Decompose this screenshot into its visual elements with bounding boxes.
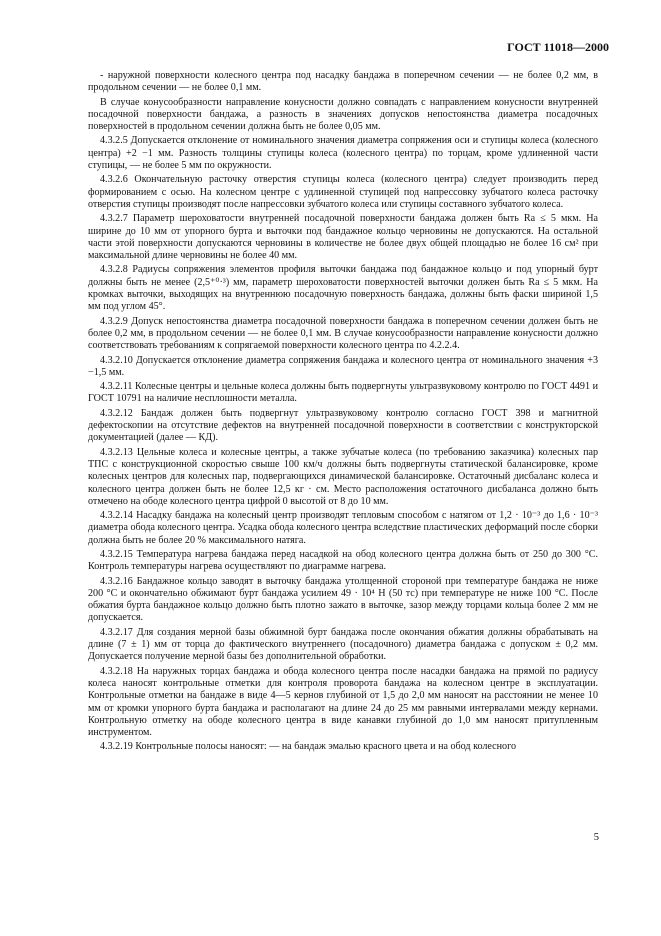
- paragraph-4-3-2-6: 4.3.2.6 Окончательную расточку отверстия ступицы колеса (колесного центра) следует производить перед формированием с осью. На колесном центре с удлиненной ступицей под напрессовку зубчатого колеса расточку отверстия ступицы производят после напрессовки зубчатого колеса или ступицы составного зубчатого колеса.: [88, 174, 598, 210]
- paragraph-4-3-2-11: 4.3.2.11 Колесные центры и цельные колеса должны быть подвергнуты ультразвуковому контролю по ГОСТ 4491 и ГОСТ 10791 на наличие несплошности металла.: [88, 381, 598, 405]
- paragraph-4-3-2-10: 4.3.2.10 Допускается отклонение диаметра сопряжения бандажа и колесного центра от номинального значения +3 −1,5 мм.: [88, 354, 598, 378]
- paragraph-4-3-2-17: 4.3.2.17 Для создания мерной базы обжимной бурт бандажа после окончания обжатия должны обрабатывать на длине (7 ± 1) мм от торца до фактического внутреннего (посадочного) диаметра бандажа с допуском ± 0,2 мм. Допускается получение мерной базы без дополнительной обработки.: [88, 626, 598, 663]
- paragraph-2: В случае конусообразности направление конусности должно совпадать с направлением конусности внутренней посадочной поверхности бандажа, а разность в значениях допусков непостоянства диаметра посадочных поверхностей в продольном сечении должна быть не более 0,05 мм.: [88, 96, 598, 133]
- paragraph-4-3-2-12: 4.3.2.12 Бандаж должен быть подвергнут ультразвуковому контролю согласно ГОСТ 398 и магнитной дефектоскопии на отсутствие дефектов на внутренней посадочной поверхности в соответствии с конструкторской документацией (далее — КД).: [88, 407, 598, 444]
- paragraph-4-3-2-5: 4.3.2.5 Допускается отклонение от номинального значения диаметра сопряжения оси и ступицы колеса (колесного центра) +2 −1 мм. Разность толщины ступицы колеса (колесного центра) по торцам, кроме удлиненной части ступицы, — не более 5 мм по окружности.: [88, 135, 598, 172]
- paragraph-4-3-2-8: 4.3.2.8 Радиусы сопряжения элементов профиля выточки бандажа под бандажное кольцо и под упорный бурт должны быть не менее (2,5⁺⁰·³) мм, параметр шероховатости поверхностей выточки должен быть Ra ≤ 5 мкм. На кромках выточки, выходящих на внутреннюю посадочную поверхность бандажа, должны быть фаски шириной 1,5 мм под углом 45°.: [88, 264, 598, 313]
- paragraph-4-3-2-19: 4.3.2.19 Контрольные полосы наносят: — на бандаж эмалью красного цвета и на обод колесного: [100, 741, 517, 753]
- paragraph-4-3-2-7: 4.3.2.7 Параметр шероховатости внутренней посадочной поверхности бандажа должен быть Ra ≤ 5 мкм. На ширине до 10 мм от упорного бурта и выточки под бандажное кольцо черновины не допускаются. На остальной части этой поверхности допускаются черновины в количестве не более двух общей площадью не более 16 см² при максимальной длине черновины не более 40 мм.: [88, 213, 598, 262]
- paragraph-4-3-2-14: 4.3.2.14 Насадку бандажа на колесный центр производят тепловым способом с натягом от 1,2 · 10⁻³ до 1,6 · 10⁻³ диаметра обода колесного центра. Усадка обода колесного центра вследствие пластических деформаций после сборки должна быть не более 20 % максимального натяга.: [88, 510, 598, 546]
- document-code: ГОСТ 11018—2000: [507, 40, 609, 54]
- paragraph-4-3-2-18: 4.3.2.18 На наружных торцах бандажа и обода колесного центра после насадки бандажа на прямой по радиусу колеса наносят контрольные отметки для контроля проворота бандажа на колесном центре в эксплуатации. Контрольные отметки на бандаже в виде 4—5 кернов глубиной от 1,5 до 2,0 мм наносят на расстоянии не менее 10 мм от кромки упорного бурта бандажа и располагают на длине 24 до 25 мм равными интервалами между кернами. Контрольную отметку на ободе колесного центра в виде канавки глубиной до 1,0 мм наносят притупленным инструментом.: [88, 665, 598, 739]
- document-body: [88, 70, 598, 756]
- paragraph-1: - наружной поверхности колесного центра под насадку бандажа в поперечном сечении — не более 0,2 мм, в продольном сечении — не более 0,1 мм.: [88, 70, 598, 94]
- paragraph-4-3-2-16: 4.3.2.16 Бандажное кольцо заводят в выточку бандажа утолщенной стороной при температуре бандажа не ниже 200 °С и окончательно обжимают бурт бандажа усилием 49 · 10⁴ Н (50 тс) при температуре не ниже 100 °С. После обжатия бурта бандажное кольцо должно быть плотно зажато в выточке, зазор между торцами кольца более 2 мм не допускается.: [88, 575, 598, 624]
- paragraph-4-3-2-13: 4.3.2.13 Цельные колеса и колесные центры, а также зубчатые колеса (по требованию заказчика) колесных пар ТПС с конструкционной скоростью свыше 100 км/ч должны быть подвергнуты статической балансировке, кроме колесных центров для колесных пар, подвергающихся динамической балансировке. Остаточный дисбаланс колеса и колесного центра должен быть не более 12,5 кг · см. Место расположения остаточного дисбаланса должно быть отмечено на ободе колесного центра цифрой 0 высотой от 8 до 10 мм.: [88, 446, 598, 507]
- paragraph-4-3-2-15: 4.3.2.15 Температура нагрева бандажа перед насадкой на обод колесного центра должна быть от 250 до 300 °С. Контроль температуры нагрева осуществляют по диаграмме нагрева.: [88, 548, 598, 573]
- page-number: 5: [593, 832, 599, 843]
- paragraph-4-3-2-9: 4.3.2.9 Допуск непостоянства диаметра посадочной поверхности бандажа в поперечном сечении должен быть не более 0,2 мм, в продольном сечении — не более 0,1 мм. В случае конусообразности направление конусности должно соответствовать требованиям к сопрягаемой поверхности колесного центра по 4.2.2.4.: [88, 315, 598, 352]
